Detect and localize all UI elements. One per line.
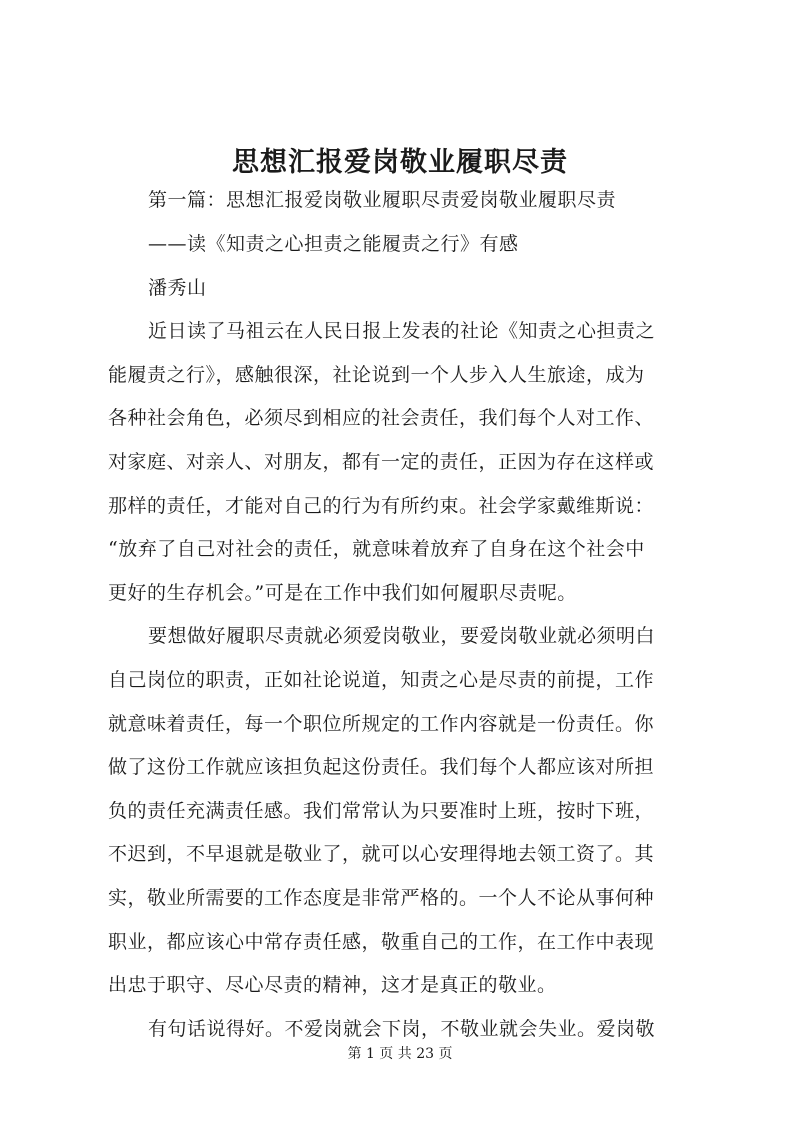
- paragraph-2-line-2: 自己岗位的职责，正如社论说道，知责之心是尽责的前提，工作: [108, 669, 655, 691]
- paragraph-1-line-7: 更好的生存机会。”可是在工作中我们如何履职尽责呢。: [108, 582, 577, 604]
- paragraph-1-line-2: 能履责之行》，感触很深，社论说到一个人步入人生旅途，成为: [108, 364, 645, 386]
- paragraph-2-line-1: 要想做好履职尽责就必须爱岗敬业，要爱岗敬业就必须明白: [148, 625, 656, 647]
- paragraph-2-line-6: 不迟到，不早退就是敬业了，就可以心安理得地去领工资了。其: [108, 843, 655, 865]
- paragraph-3-line-1: 有句话说得好。不爱岗就会下岗，不敬业就会失业。爱岗敬: [148, 1018, 656, 1040]
- paragraph-1-line-1: 近日读了马祖云在人民日报上发表的社论《知责之心担责之: [148, 320, 656, 342]
- paragraph-2-line-4: 做了这份工作就应该担负起这份责任。我们每个人都应该对所担: [108, 756, 655, 778]
- paragraph-1-line-3: 各种社会角色，必须尽到相应的社会责任，我们每个人对工作、: [108, 407, 655, 429]
- subtitle-line-1: 第一篇：思想汇报爱岗敬业履职尽责爱岗敬业履职尽责: [148, 189, 617, 211]
- paragraph-2-line-7: 实，敬业所需要的工作态度是非常严格的。一个人不论从事何种: [108, 887, 655, 909]
- page-number-footer: 第 1 页 共 23 页: [347, 1046, 453, 1062]
- paragraph-1-line-4: 对家庭、对亲人、对朋友，都有一定的责任，正因为存在这样或: [108, 451, 655, 473]
- paragraph-2-line-5: 负的责任充满责任感。我们常常认为只要准时上班，按时下班，: [108, 800, 655, 822]
- paragraph-2-line-8: 职业，都应该心中常存责任感，敬重自己的工作，在工作中表现: [108, 931, 655, 953]
- paragraph-1-line-6: “放弃了自己对社会的责任，就意味着放弃了自身在这个社会中: [108, 538, 645, 560]
- subtitle-line-2: ——读《知责之心担责之能履责之行》有感: [148, 233, 519, 255]
- document-title: 思想汇报爱岗敬业履职尽责: [232, 147, 568, 178]
- author-name: 潘秀山: [148, 277, 207, 299]
- paragraph-2-line-9: 出忠于职守、尽心尽责的精神，这才是真正的敬业。: [108, 974, 557, 996]
- paragraph-1-line-5: 那样的责任，才能对自己的行为有所约束。社会学家戴维斯说：: [108, 495, 655, 517]
- paragraph-2-line-3: 就意味着责任，每一个职位所规定的工作内容就是一份责任。你: [108, 713, 655, 735]
